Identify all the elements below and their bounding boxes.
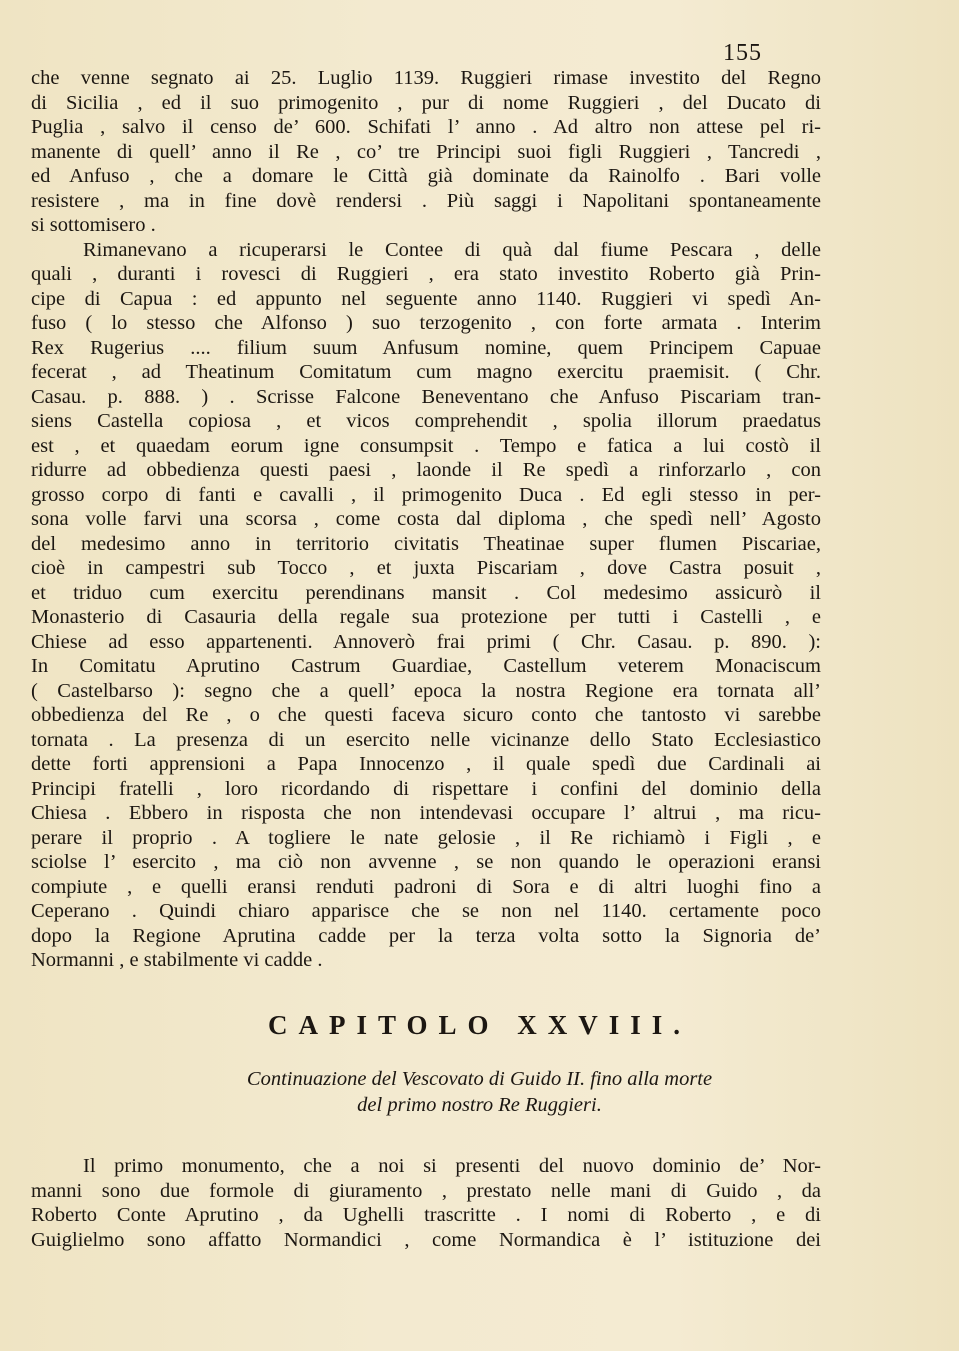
text-line: Rimanevano a ricuperarsi le Contee di quà dal fiume Pescara , delle: [83, 238, 821, 261]
text-line: di Sicilia , ed il suo primogenito , pur di nome Ruggieri , del Ducato di: [31, 91, 821, 114]
text-line: cioè in campestri sub Tocco , et juxta Piscariam , dove Castra posuit ,: [31, 557, 821, 579]
text-line: che venne segnato ai 25. Luglio 1139. Ruggieri rimase investito del Regno: [31, 67, 821, 89]
text-line: Guiglielmo sono affatto Normandici , come Normandica è l’ istituzione dei: [31, 1228, 821, 1251]
text-line: del medesimo anno in territorio civitatis Theatinae super flumen Piscariae,: [31, 532, 821, 555]
chapter-heading: CAPITOLO XXVIII.: [267, 1010, 692, 1040]
chapter-subtitle-line-1: Continuazione del Vescovato di Guido II. fino alla morte: [246, 1068, 713, 1090]
text-line: Monasterio di Casauria della regale sua protezione per tutti i Castelli , e: [31, 606, 821, 628]
text-line: dopo la Regione Aprutina cadde per la terza volta sotto la Signoria de’: [31, 924, 821, 947]
paragraph-1: [31, 66, 821, 238]
text-line: sciolse l’ esercito , ma ciò non avvenne , se non quando le operazioni eransi: [31, 851, 821, 873]
text-line: ( Castelbarso ): segno che a quell’ epoca la nostra Regione era tornata all’: [31, 679, 821, 702]
text-line: Ceperano . Quindi chiaro apparisce che se non nel 1140. certamente poco: [31, 900, 821, 922]
text-line: ed Anfuso , che a domare le Città già dominate da Rainolfo . Bari volle: [31, 165, 821, 187]
text-line: tornata . La presenza di un esercito nelle vicinanze dello Stato Ecclesiastico: [31, 728, 821, 751]
text-line: In Comitatu Aprutino Castrum Guardiae, Castellum veterem Monaciscum: [31, 655, 821, 677]
text-line: cipe di Capua : ed appunto nel seguente anno 1140. Ruggieri vi spedì An-: [31, 287, 821, 310]
text-line: Rex Rugerius .... filium suum Anfusum nomine, quem Principem Capuae: [31, 336, 821, 359]
text-line: perare il proprio . A togliere le nate gelosie , il Re richiamò i Figli , e: [31, 826, 821, 849]
text-line: Casau. p. 888. ) . Scrisse Falcone Beneventano che Anfuso Piscariam tran-: [31, 385, 821, 408]
text-line: grosso corpo di fanti e cavalli , il primogenito Duca . Ed egli stesso in per-: [31, 483, 821, 506]
text-line: ridurre ad obbedienza questi paesi , laonde il Re spedì a rinforzarlo , con: [31, 459, 821, 481]
text-line: fuso ( lo stesso che Alfonso ) suo terzogenito , con forte armata . Interim: [31, 312, 821, 334]
text-line: manni sono due formole di giuramento , prestato nelle mani di Guido , da: [31, 1179, 821, 1202]
text-line: obbedienza del Re , o che questi faceva sicuro conto che tantosto vi sarebbe: [31, 704, 821, 726]
text-line: compiute , e quelli eransi renduti padroni di Sora e di altri luoghi fino a: [31, 875, 821, 898]
text-line: Principi fratelli , loro ricordando di rispettare i confini del dominio della: [31, 777, 821, 800]
text-line: sona volle farvi una scorsa , come costa dal diploma , che spedì nell’ Agosto: [31, 508, 821, 530]
text-line: Normanni , e stabilmente vi cadde .: [31, 949, 323, 971]
text-line: quali , duranti i rovesci di Ruggieri , era stato investito Roberto già Prin-: [31, 263, 821, 285]
text-line: est , et quaedam eorum igne consumpsit . Tempo e fatica a lui costò il: [31, 434, 821, 457]
text-line: si sottomisero .: [31, 214, 156, 236]
page-number: 155: [723, 40, 762, 66]
text-line: et triduo cum exercitu perendinans mansit . Col medesimo assicurò il: [31, 581, 821, 604]
text-line: Il primo monumento, che a noi si presenti del nuovo dominio de’ Nor-: [83, 1155, 821, 1177]
text-line: siens Castella copiosa , et vicos comprehendit , spolia illorum praedatus: [31, 410, 821, 432]
text-line: dette forti apprensioni a Papa Innocenzo , il quale spedì due Cardinali ai: [31, 753, 821, 775]
text-line: fecerat , ad Theatinum Comitatum cum magno exercitu praemisit. ( Chr.: [31, 361, 821, 383]
text-line: Puglia , salvo il censo de’ 600. Schifati l’ anno . Ad altro non attese pel ri-: [31, 116, 821, 138]
text-line: manente di quell’ anno il Re , co’ tre Principi suoi figli Ruggieri , Tancredi ,: [31, 140, 821, 163]
chapter-subtitle-line-2: del primo nostro Re Ruggieri.: [357, 1094, 602, 1116]
text-line: Roberto Conte Aprutino , da Ughelli trascritte . I nomi di Roberto , e di: [31, 1204, 821, 1226]
paragraph-3: [31, 1154, 821, 1252]
text-line: resistere , ma in fine dovè rendersi . Più saggi i Napolitani spontaneamente: [31, 189, 821, 212]
paragraph-2: [31, 238, 821, 973]
text-line: Chiesa . Ebbero in risposta che non intendevasi occupare l’ altrui , ma ricu-: [31, 802, 821, 824]
text-line: Chiese ad esso appartenenti. Annoverò frai primi ( Chr. Casau. p. 890. ):: [31, 630, 821, 653]
